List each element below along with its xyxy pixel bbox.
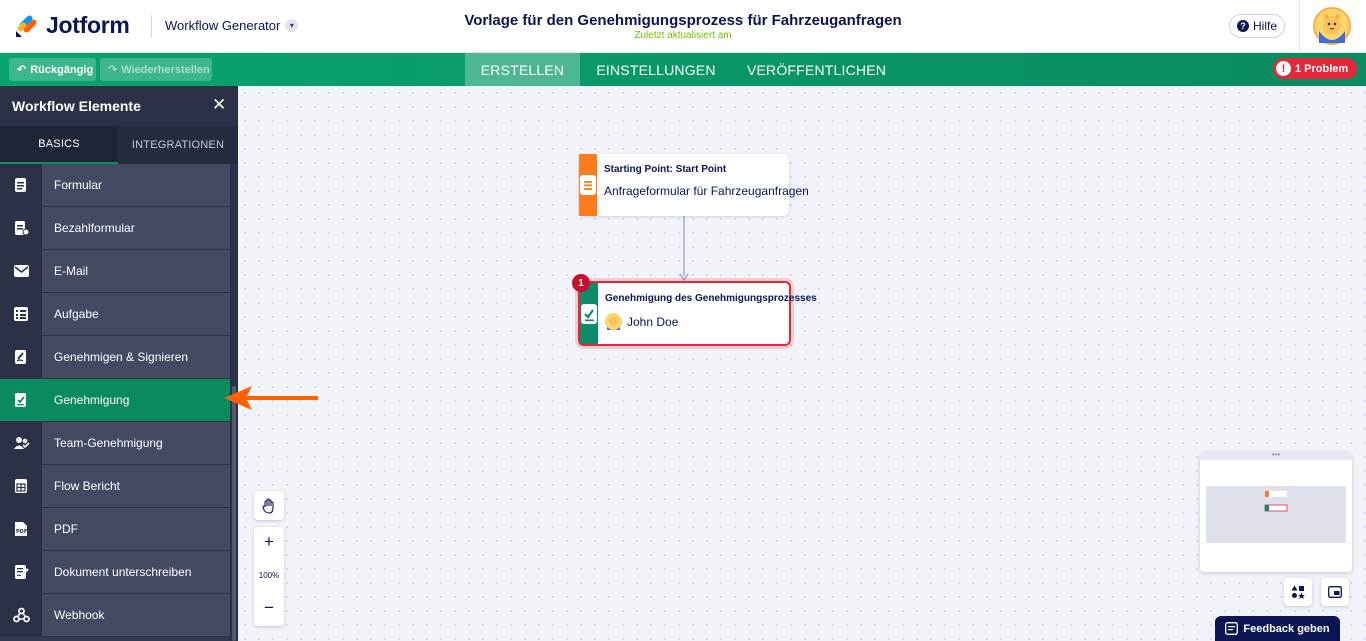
pan-tool-button[interactable]: [254, 491, 284, 520]
divider: [151, 15, 152, 37]
email-icon: [13, 263, 30, 279]
assignee-name: John Doe: [627, 314, 679, 329]
logo-text: Jotform: [46, 12, 130, 38]
element-list: [0, 164, 230, 641]
sidebar-item-label: Aufgabe: [42, 293, 230, 335]
undo-label: Rückgängig: [30, 63, 94, 76]
panel-header: [0, 86, 238, 126]
sidebar-item-pdf[interactable]: [0, 508, 230, 551]
tab-integrationen[interactable]: INTEGRATIONEN: [131, 139, 225, 151]
action-toolbar: [0, 53, 1366, 86]
feedback-label: Feedback geben: [1243, 622, 1330, 635]
form-icon: [13, 177, 29, 193]
assignee-avatar-icon: [605, 313, 622, 330]
panel-title: Workflow Elemente: [12, 98, 141, 114]
error-count-badge: 1: [572, 274, 590, 292]
sidebar-item-email[interactable]: [0, 250, 230, 293]
report-icon: [13, 478, 29, 494]
sidebar-item-team-genehmigung[interactable]: [0, 422, 230, 465]
approval-icon: [580, 303, 598, 325]
sidebar-item-dokument-unterschreiben[interactable]: [0, 551, 230, 594]
sidebar-item-label: Flow Bericht: [42, 465, 230, 507]
payment-form-icon: [13, 220, 29, 236]
close-icon[interactable]: ✕: [212, 95, 227, 114]
approval-icon: [13, 392, 29, 408]
help-button[interactable]: [1229, 14, 1285, 38]
svg-text:PDF: PDF: [16, 529, 28, 535]
node-title: Starting Point: Start Point: [604, 164, 727, 175]
pdf-icon: [13, 521, 29, 537]
sidebar-item-genehmigen-signieren[interactable]: [0, 336, 230, 379]
sidebar-item-label: Webhook: [42, 594, 230, 636]
connector-line: [678, 216, 690, 282]
tab-veroeffentlichen[interactable]: VERÖFFENTLICHEN: [746, 61, 887, 78]
tab-basics[interactable]: BASICS: [0, 126, 118, 164]
zoom-in-button[interactable]: +: [264, 532, 274, 551]
undo-button[interactable]: [9, 58, 96, 81]
team-approval-icon: [13, 435, 30, 451]
node-icon-area: [580, 283, 598, 344]
pointer-arrow-icon: [222, 384, 320, 414]
sidebar-item-formular[interactable]: [0, 164, 230, 207]
help-label: Hilfe: [1252, 19, 1277, 33]
problem-label: 1 Problem: [1295, 62, 1349, 75]
sidebar-item-label: Team-Genehmigung: [42, 422, 230, 464]
sidebar-item-label: Dokument unterschreiben: [42, 551, 230, 593]
jotform-logo[interactable]: [14, 12, 130, 39]
product-switcher[interactable]: [165, 18, 298, 33]
question-icon: ?: [1237, 20, 1249, 32]
zoom-controls: [254, 527, 284, 626]
minimap[interactable]: [1200, 452, 1352, 572]
redo-icon: ↷: [108, 64, 118, 76]
product-label: Workflow Generator: [165, 18, 281, 33]
sidebar-item-label: Formular: [42, 164, 230, 206]
minimap-toggle-button[interactable]: [1321, 578, 1349, 606]
divider: [1299, 0, 1300, 53]
sidebar-item-flow-bericht[interactable]: [0, 465, 230, 508]
workflow-elements-panel: [0, 86, 238, 641]
avatar[interactable]: [1313, 7, 1351, 45]
zoom-level: 100%: [258, 570, 280, 580]
chevron-down-icon: ▾: [285, 19, 298, 32]
zoom-out-button[interactable]: −: [264, 598, 274, 617]
panel-tabs: [0, 126, 238, 164]
shapes-icon: [1291, 585, 1305, 599]
workflow-node-start[interactable]: [579, 154, 809, 216]
hand-icon: [262, 498, 276, 514]
sidebar-item-aufgabe[interactable]: [0, 293, 230, 336]
approve-sign-icon: [13, 349, 29, 365]
redo-label: Wiederherstellen: [121, 63, 210, 76]
sidebar-item-label: E-Mail: [42, 250, 230, 292]
workflow-node-approval[interactable]: [578, 281, 817, 346]
sidebar-item-webhook[interactable]: [0, 594, 230, 637]
warning-icon: !: [1276, 61, 1291, 76]
sidebar-item-genehmigung[interactable]: [0, 379, 230, 422]
last-updated-text: Zuletzt aktualisiert am: [634, 30, 732, 41]
redo-button[interactable]: [100, 58, 212, 81]
top-bar: [0, 0, 1366, 53]
webhook-icon: [13, 607, 30, 623]
sign-document-icon: [13, 564, 30, 580]
feedback-button[interactable]: [1215, 616, 1340, 641]
problem-badge[interactable]: [1273, 58, 1357, 79]
sidebar-item-label: Genehmigung: [42, 379, 230, 421]
undo-icon: ↶: [17, 64, 27, 76]
tab-einstellungen[interactable]: EINSTELLUNGEN: [596, 61, 716, 78]
elements-shapes-button[interactable]: [1284, 578, 1312, 606]
picture-in-picture-icon: [1328, 586, 1342, 598]
node-title: Genehmigung des Genehmigungsprozesses: [605, 293, 817, 304]
scrollbar-thumb[interactable]: [232, 386, 236, 641]
sidebar-item-label: PDF: [42, 508, 230, 550]
feedback-icon: [1225, 622, 1238, 635]
node-subtitle: Anfrageformular für Fahrzeuganfragen: [604, 184, 809, 198]
page-title: Vorlage für den Genehmigungsprozess für Fahrzeuganfragen: [464, 12, 902, 29]
sidebar-item-bezahlformular[interactable]: [0, 207, 230, 250]
sidebar-item-label: Bezahlformular: [42, 207, 230, 249]
tab-erstellen[interactable]: ERSTELLEN: [465, 53, 580, 86]
jotform-logo-icon: [14, 13, 40, 39]
minimap-nodes: [1264, 490, 1288, 514]
user-avatar-icon: [1315, 9, 1349, 43]
minimap-handle[interactable]: •••: [1200, 452, 1352, 460]
sidebar-item-label: Genehmigen & Signieren: [42, 336, 230, 378]
task-icon: [13, 306, 29, 322]
form-icon: [579, 174, 597, 196]
node-icon-area: [579, 154, 597, 216]
